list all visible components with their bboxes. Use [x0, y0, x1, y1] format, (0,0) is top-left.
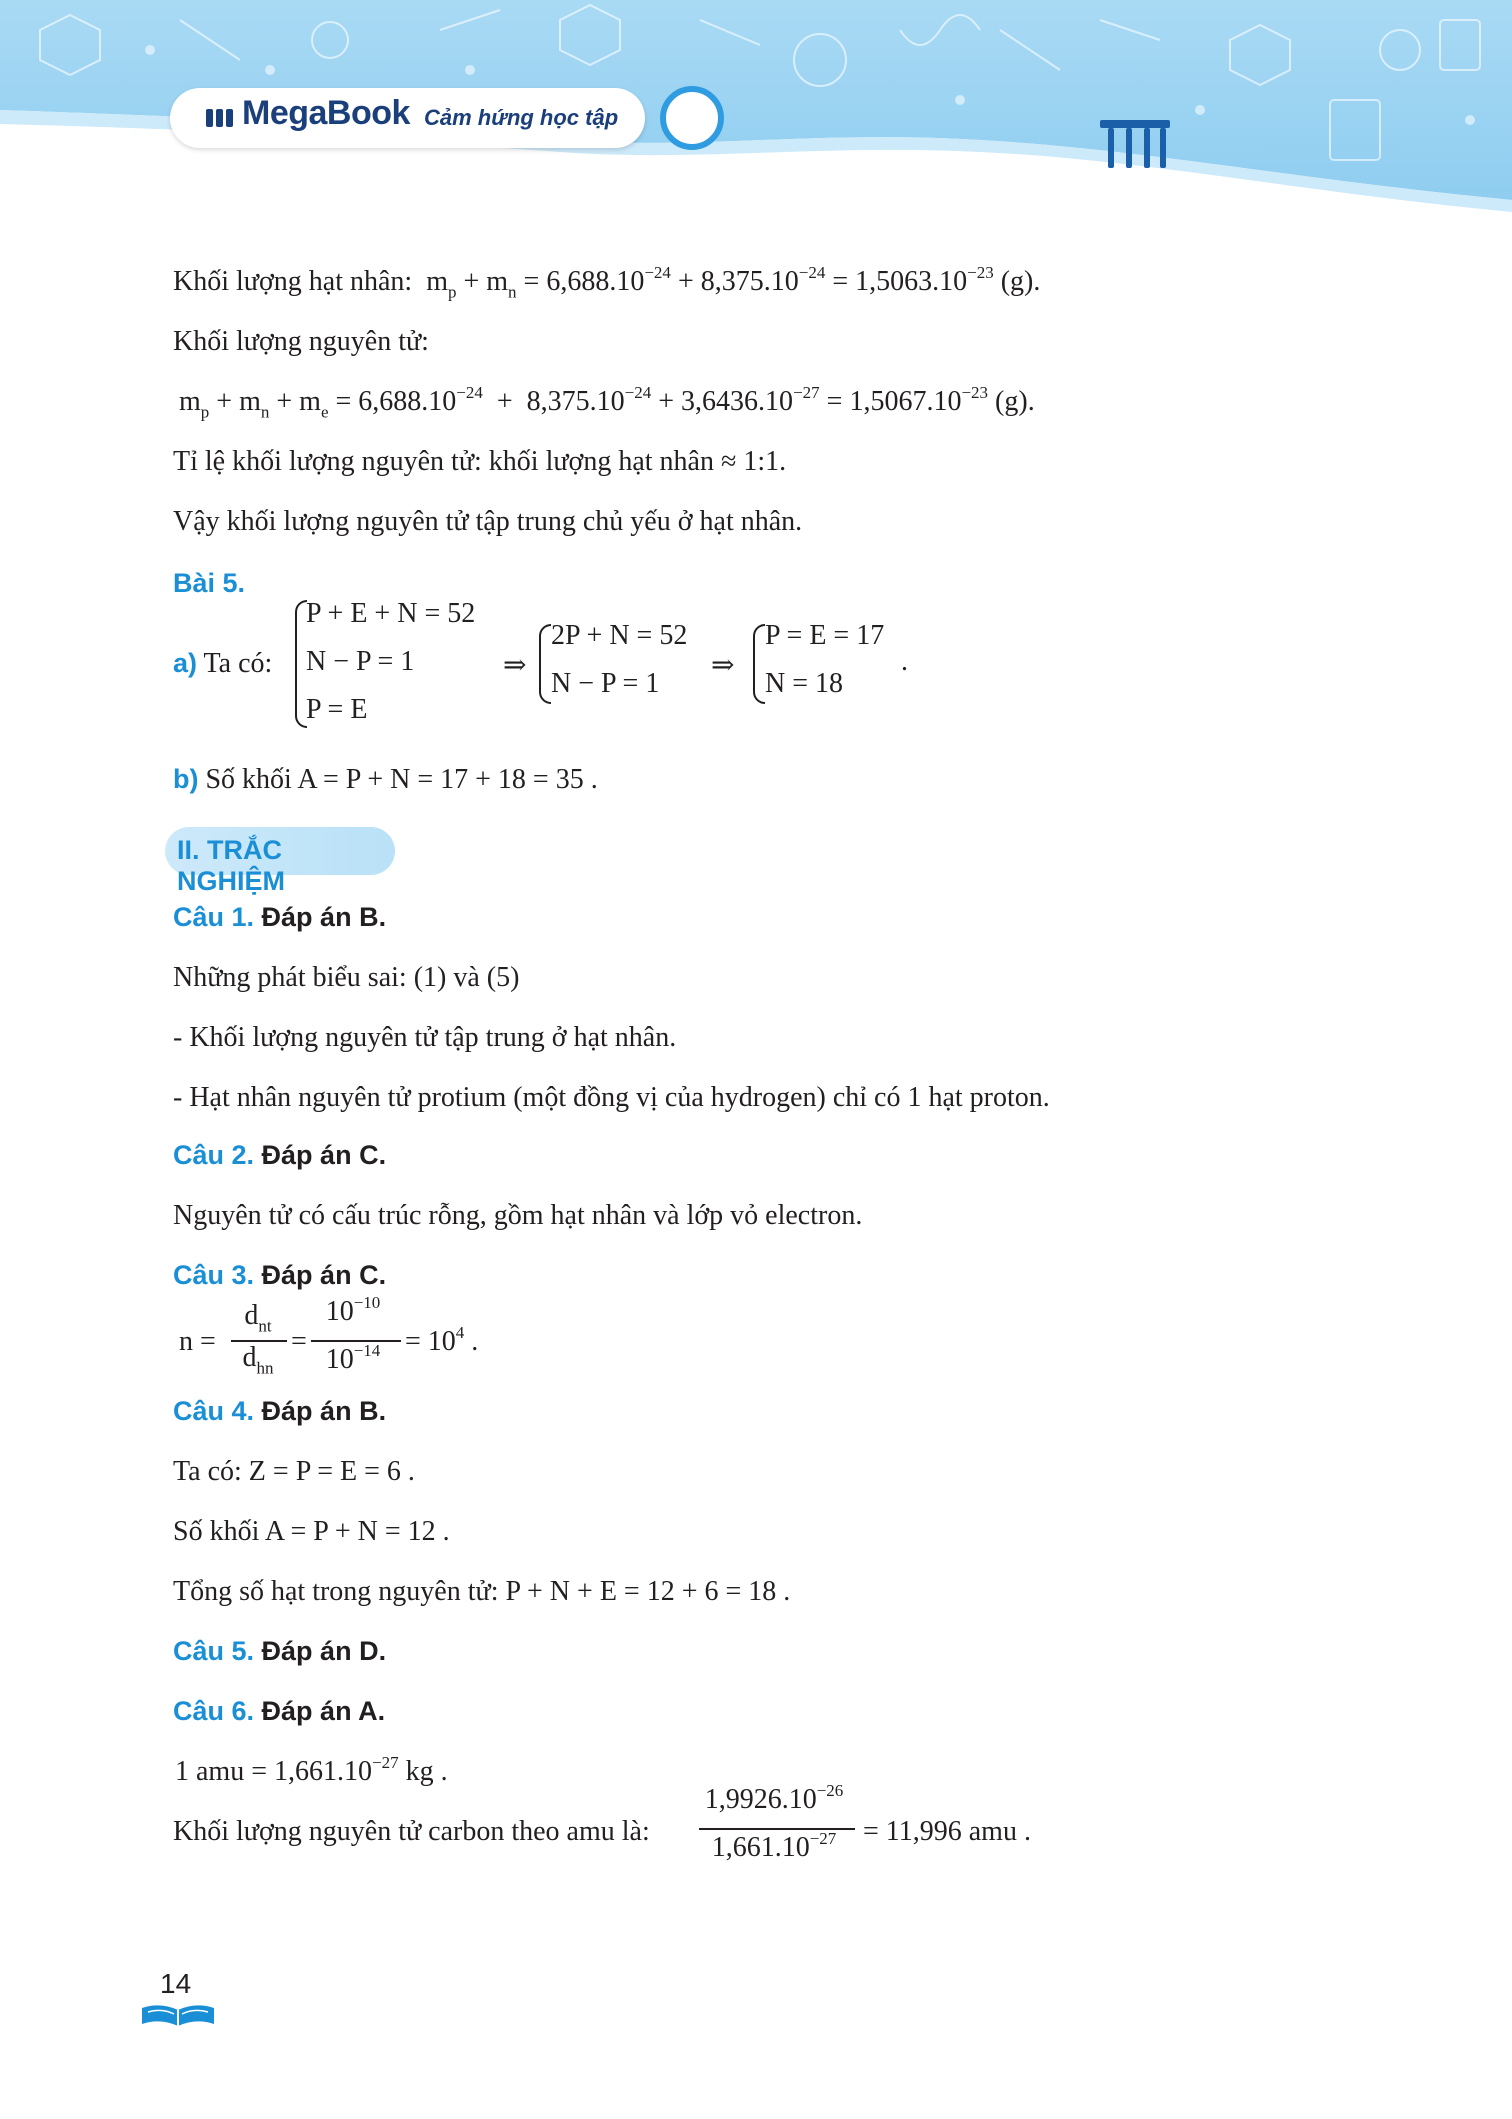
- question-4-expr-1: Z = P = E = 6 .: [248, 1456, 415, 1487]
- equals-1: =: [291, 1326, 307, 1357]
- system-end-dot: .: [901, 646, 908, 677]
- carbon-num-value: 1,9926.10: [704, 1784, 817, 1815]
- frac-d-num: $d_{nt}$: [244, 1300, 272, 1336]
- question-2-text: Nguyên tử có cấu trúc rỗng, gồm hạt nhân và lớp vỏ electron.: [173, 1200, 863, 1231]
- question-4-header: [173, 1396, 386, 1427]
- implies-arrow-1: ⇒: [503, 650, 527, 681]
- system-3-eq-1: P = E = 17: [765, 620, 885, 651]
- question-4-expr-2: A = P + N = 12 .: [264, 1516, 450, 1547]
- question-4-expr-3: P + N + E = 12 + 6 = 18 .: [505, 1576, 791, 1607]
- question-5-label: Câu 5.: [173, 1636, 255, 1666]
- ratio-text: Tỉ lệ khối lượng nguyên tử: khối lượng hạt nhân: [173, 446, 714, 477]
- question-4-line-2: [173, 1516, 450, 1548]
- section-title: II. TRẮC NGHIỆM: [177, 835, 285, 896]
- system-2-eq-2: N − P = 1: [551, 668, 660, 699]
- system-2-eq-1: 2P + N = 52: [551, 620, 688, 651]
- amu-unit: kg .: [398, 1756, 448, 1787]
- carbon-den-value: 1,661.10: [711, 1832, 810, 1863]
- carbon-frac-num: [699, 1781, 849, 1816]
- part-b-text: Số khối: [205, 764, 292, 795]
- page-number: 14: [160, 1968, 192, 1999]
- question-1-text-3: - Hạt nhân nguyên tử protium (một đồng vị của hydrogen) chỉ có 1 hạt proton.: [173, 1082, 1050, 1113]
- amu-value: 1 amu = 1,661.10: [175, 1756, 372, 1787]
- part-b-label: b): [173, 764, 199, 794]
- ratio-expr: ≈ 1:1.: [720, 446, 787, 477]
- amu-exponent: −27: [372, 1753, 399, 1773]
- nucleus-mass-line: [173, 263, 1041, 302]
- system-1-eq-3: P = E: [306, 694, 368, 725]
- question-6-header: [173, 1696, 385, 1727]
- frac-d-den: $d_{hn}$: [242, 1342, 274, 1378]
- question-4-answer: Đáp án B.: [261, 1396, 387, 1426]
- system-2-brace: [539, 624, 551, 704]
- atom-mass-label: Khối lượng nguyên tử:: [173, 326, 429, 357]
- exercise-5b-line: [173, 764, 598, 796]
- question-6-label: Câu 6.: [173, 1696, 255, 1726]
- nucleus-mass-formula: $m_p + m_n = 6,688.10^{-24} + 8,375.10^{-24} = 1,5063.10^{-23}$ (g).: [419, 263, 1041, 302]
- question-5-answer: Đáp án D.: [261, 1636, 387, 1666]
- megabook-logo-icon: [206, 107, 236, 129]
- exercise-5-label: Bài 5.: [173, 568, 246, 598]
- question-4-text-2: Số khối: [173, 1516, 260, 1547]
- carbon-mass-label: Khối lượng nguyên tử carbon theo amu là:: [173, 1816, 650, 1847]
- system-3-brace: [753, 624, 765, 704]
- system-3-eq-2: N = 18: [765, 668, 844, 699]
- frac-10-den: $10^{-14}$: [325, 1341, 381, 1375]
- question-2-header: [173, 1140, 386, 1171]
- question-1-text-2: - Khối lượng nguyên tử tập trung ở hạt nhân.: [173, 1022, 677, 1053]
- question-4-line-3: [173, 1576, 790, 1608]
- carbon-frac-den: [699, 1829, 849, 1864]
- section-heading-multiple-choice: [165, 827, 395, 896]
- question-1-text-1: Những phát biểu sai: (1) và (5): [173, 962, 520, 993]
- carbon-den-exp: −27: [809, 1829, 837, 1849]
- header-banner: [0, 0, 1512, 215]
- question-4-line-1: [173, 1456, 415, 1488]
- question-3-header: [173, 1260, 386, 1291]
- brand-logo-pill: [170, 88, 645, 148]
- question-4-text-1: Ta có:: [173, 1456, 242, 1487]
- question-5-header: [173, 1636, 386, 1667]
- banner-circle-decoration: [660, 86, 724, 150]
- part-a-label: a): [173, 648, 198, 678]
- ratio-n-lhs: n =: [179, 1326, 216, 1357]
- system-1-eq-2: N − P = 1: [306, 646, 415, 677]
- open-book-icon: [138, 2000, 218, 2030]
- question-4-text-3: Tổng số hạt trong nguyên tử:: [173, 1576, 499, 1607]
- amu-definition: [175, 1753, 448, 1788]
- implies-arrow-2: ⇒: [711, 650, 735, 681]
- question-1-header: [173, 902, 386, 933]
- conclusion-text: Vậy khối lượng nguyên tử tập trung chủ yếu ở hạt nhân.: [173, 506, 803, 537]
- ratio-n-result: = $10^4$ .: [405, 1323, 479, 1357]
- part-b-expr: A = P + N = 17 + 18 = 35 .: [297, 764, 598, 795]
- ratio-line: [173, 446, 786, 478]
- exercise-5a-line: [173, 648, 272, 680]
- question-2-label: Câu 2.: [173, 1140, 255, 1170]
- question-6-answer: Đáp án A.: [261, 1696, 386, 1726]
- carbon-num-exp: −26: [816, 1781, 844, 1801]
- question-3-label: Câu 3.: [173, 1260, 255, 1290]
- question-3-answer: Đáp án C.: [261, 1260, 387, 1290]
- atom-mass-formula: $m_p + m_n + m_e = 6,688.10^{-24} + 8,375.10^{-24} + 3,6436.10^{-27} = 1,5067.10^{-23}$ (g).: [179, 383, 1035, 422]
- brand-name: MegaBook: [242, 94, 410, 132]
- part-a-text: Ta có:: [203, 648, 273, 679]
- system-1-eq-1: P + E + N = 52: [306, 598, 476, 629]
- question-1-label: Câu 1.: [173, 902, 255, 932]
- brand-slogan: Cảm hứng học tập: [424, 105, 619, 130]
- nucleus-mass-label: Khối lượng hạt nhân:: [173, 266, 413, 297]
- question-4-label: Câu 4.: [173, 1396, 255, 1426]
- frac-10-num: $10^{-10}$: [325, 1293, 381, 1327]
- question-1-answer: Đáp án B.: [261, 902, 387, 932]
- carbon-mass-result: = 11,996 amu .: [863, 1816, 1031, 1847]
- question-2-answer: Đáp án C.: [261, 1140, 387, 1170]
